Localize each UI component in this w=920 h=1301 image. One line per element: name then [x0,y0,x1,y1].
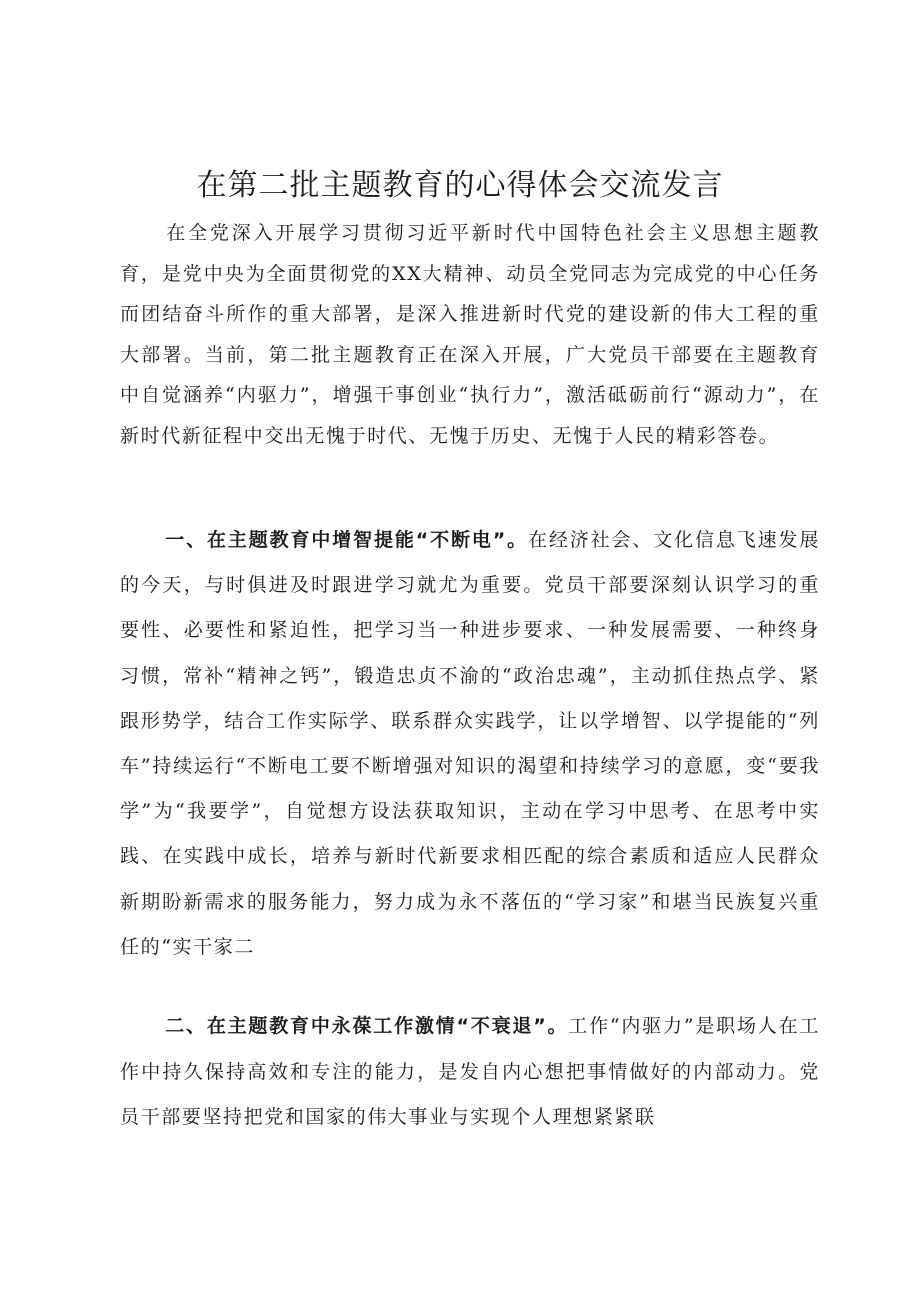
intro-paragraph [120,213,820,456]
section-one-heading: 一、在主题教育中增智提能“不断电”。 [165,529,529,551]
section-two-heading: 二、在主题教育中永葆工作激情“不衰退”。 [165,1015,569,1037]
document-title: 在第二批主题教育的心得体会交流发言 [196,168,724,203]
section-one-paragraph [120,518,820,970]
paragraph-text: 工作“内驱力”是职场人在工作中持久保持高效和专注的能力，是发自内心想把事情做好的内部动力。党员干部要坚持把党和国家的伟大事业与实现个人理想紧紧联 [120,1015,820,1128]
paragraph-text: 在经济社会、文化信息飞速发展的今天，与时俱进及时跟进学习就尤为重要。党员干部要深刻认识学习的重要性、必要性和紧迫性，把学习当一种进步要求、一种发展需要、一种终身习惯，常补“精神之钙”，锻造忠贞不渝的“政治忠魂”，主动抓住热点学、紧跟形势学，结合工作实际学、联系群众实践学，让以学增智、以学提能的“列车”持续运行“不断电工要不断增强对知识的渴望和持续学习的意愿，变“要我学”为“我要学”，自觉想方设法获取知识，主动在学习中思考、在思考中实践、在实践中成长，培养与新时代新要求相匹配的综合素质和适应人民群众新期盼新需求的服务能力，努力成为永不落伍的“学习家”和堪当民族复兴重任的“实干家二 [120,529,820,958]
section-two-paragraph [120,1004,820,1141]
paragraph-text: 在全党深入开展学习贯彻习近平新时代中国特色社会主义思想主题教育，是党中央为全面贯彻党的XX大精神、动员全党同志为完成党的中心任务而团结奋斗所作的重大部署，是深入推进新时代党的建设新的伟大工程的重大部署。当前，第二批主题教育正在深入开展，广大党员干部要在主题教育中自觉涵养“内驱力”，增强干事创业“执行力”，激活砥砺前行“源动力”，在新时代新征程中交出无愧于时代、无愧于历史、无愧于人民的精彩答卷。 [120,222,820,447]
